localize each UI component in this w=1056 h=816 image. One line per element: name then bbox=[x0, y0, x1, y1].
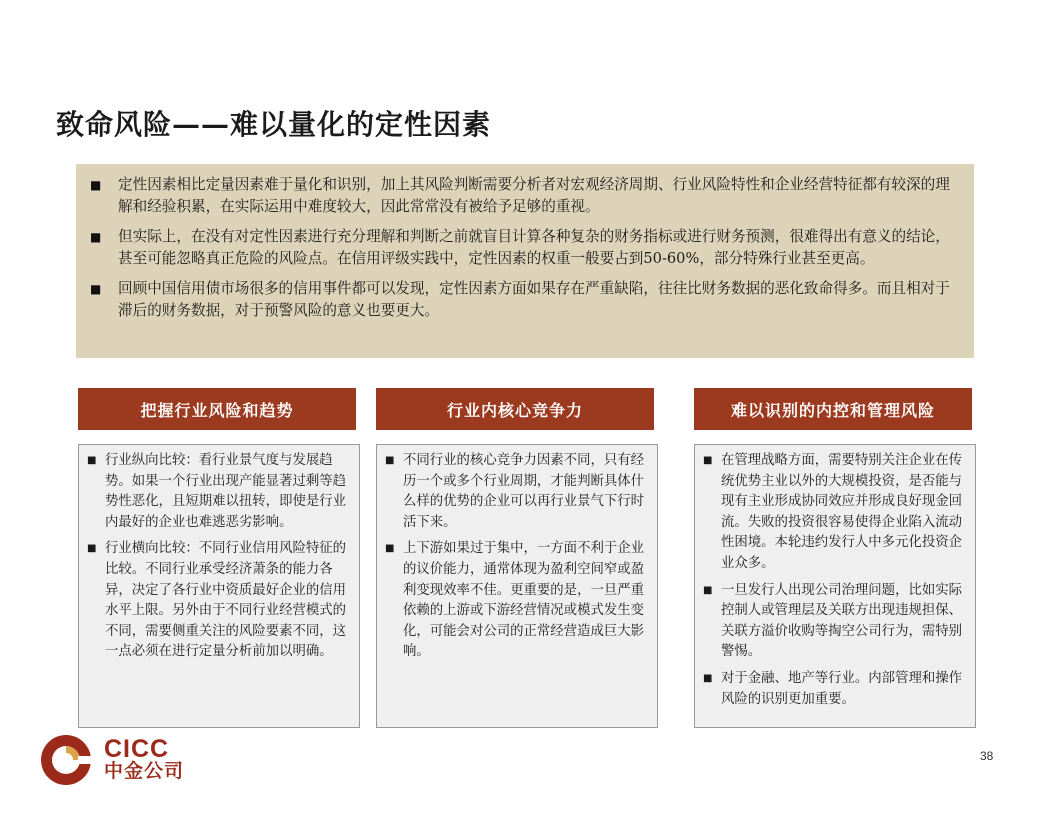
square-bullet-icon: ■ bbox=[87, 543, 97, 555]
column-header-internal-control: 难以识别的内控和管理风险 bbox=[694, 388, 972, 430]
list-item bbox=[703, 669, 965, 710]
list-item bbox=[87, 539, 349, 663]
summary-text: 但实际上，在没有对定性因素进行充分理解和判断之前就盲目计算各种复杂的财务指标或进行财务预测，很难得出有意义的结论，甚至可能忽略真正危险的风险点。在信用评级实践中，定性因素的权重一般要占到50-60%，部分特殊行业甚至更高。 bbox=[118, 228, 950, 267]
logo-chinese: 中金公司 bbox=[104, 761, 185, 782]
list-item-text: 一旦发行人出现公司治理问题，比如实际控制人或管理层及关联方出现违规担保、关联方溢价收购等掏空公司行为，需特别警惕。 bbox=[721, 582, 963, 660]
square-bullet-icon: ■ bbox=[90, 230, 102, 244]
summary-box bbox=[76, 164, 974, 358]
logo-english: CICC bbox=[104, 735, 170, 763]
square-bullet-icon: ■ bbox=[385, 543, 395, 555]
summary-text: 回顾中国信用债市场很多的信用事件都可以发现，定性因素方面如果存在严重缺陷，往往比财务数据的恶化致命得多。而且相对于滞后的财务数据，对于预警风险的意义也要更大。 bbox=[118, 280, 950, 319]
square-bullet-icon: ■ bbox=[90, 282, 102, 296]
summary-item bbox=[90, 278, 956, 322]
square-bullet-icon: ■ bbox=[385, 455, 395, 466]
list-item bbox=[87, 451, 349, 533]
list-item bbox=[385, 451, 647, 533]
summary-item bbox=[90, 226, 956, 270]
square-bullet-icon: ■ bbox=[703, 455, 713, 466]
page-number: 38 bbox=[980, 749, 994, 763]
list-item-text: 在管理战略方面，需要特别关注企业在传统优势主业以外的大规模投资，是否能与现有主业形成协同效应并形成良好现金回流。失败的投资很容易使得企业陷入流动性困境。本轮违约发行人中多元化投资企业众多。 bbox=[721, 453, 963, 571]
list-item-text: 上下游如果过于集中，一方面不利于企业的议价能力，通常体现为盈利空间窄或盈利变现效率不佳。更重要的是，一旦严重依赖的上游或下游经营情况或模式发生变化，可能会对公司的正常经营造成巨大影响。 bbox=[403, 541, 645, 660]
square-bullet-icon: ■ bbox=[703, 672, 713, 684]
cicc-logo bbox=[40, 734, 184, 786]
page-title: 致命风险——难以量化的定性因素 bbox=[56, 108, 492, 141]
column-header-industry-risk: 把握行业风险和趋势 bbox=[78, 388, 356, 430]
square-bullet-icon: ■ bbox=[703, 584, 713, 596]
column-box-internal-control bbox=[694, 444, 976, 728]
list-item-text: 对于金融、地产等行业。内部管理和操作风险的识别更加重要。 bbox=[721, 670, 963, 707]
list-item-text: 行业纵向比较：看行业景气度与发展趋势。如果一个行业出现产能显著过剩等趋势性恶化，且短期难以扭转，即使是行业内最好的企业也难逃恶劣影响。 bbox=[105, 453, 347, 530]
column-header-core-competitiveness: 行业内核心竞争力 bbox=[376, 388, 654, 430]
column-box-industry-risk bbox=[78, 444, 360, 728]
summary-item bbox=[90, 174, 956, 218]
summary-text: 定性因素相比定量因素难于量化和识别，加上其风险判断需要分析者对宏观经济周期、行业风险特性和企业经营特征都有较深的理解和经验积累，在实际运用中难度较大，因此常常没有被给予足够的重视。 bbox=[118, 176, 950, 215]
cicc-emblem-icon bbox=[40, 734, 96, 786]
column-box-core-competitiveness bbox=[376, 444, 658, 728]
logo-text bbox=[104, 737, 184, 783]
list-item bbox=[703, 451, 965, 575]
list-item bbox=[385, 539, 647, 663]
square-bullet-icon: ■ bbox=[87, 455, 97, 466]
list-item bbox=[703, 581, 965, 663]
list-item-text: 行业横向比较：不同行业信用风险特征的比较。不同行业承受经济萧条的能力各异，决定了各行业中资质最好企业的信用水平上限。另外由于不同行业经营模式的不同，需要侧重关注的风险要素不同，这一点必须在进行定量分析前加以明确。 bbox=[105, 541, 347, 660]
list-item-text: 不同行业的核心竞争力因素不同，只有经历一个或多个行业周期，才能判断具体什么样的优势的企业可以再行业景气下行时活下来。 bbox=[403, 453, 645, 530]
square-bullet-icon: ■ bbox=[90, 178, 102, 192]
